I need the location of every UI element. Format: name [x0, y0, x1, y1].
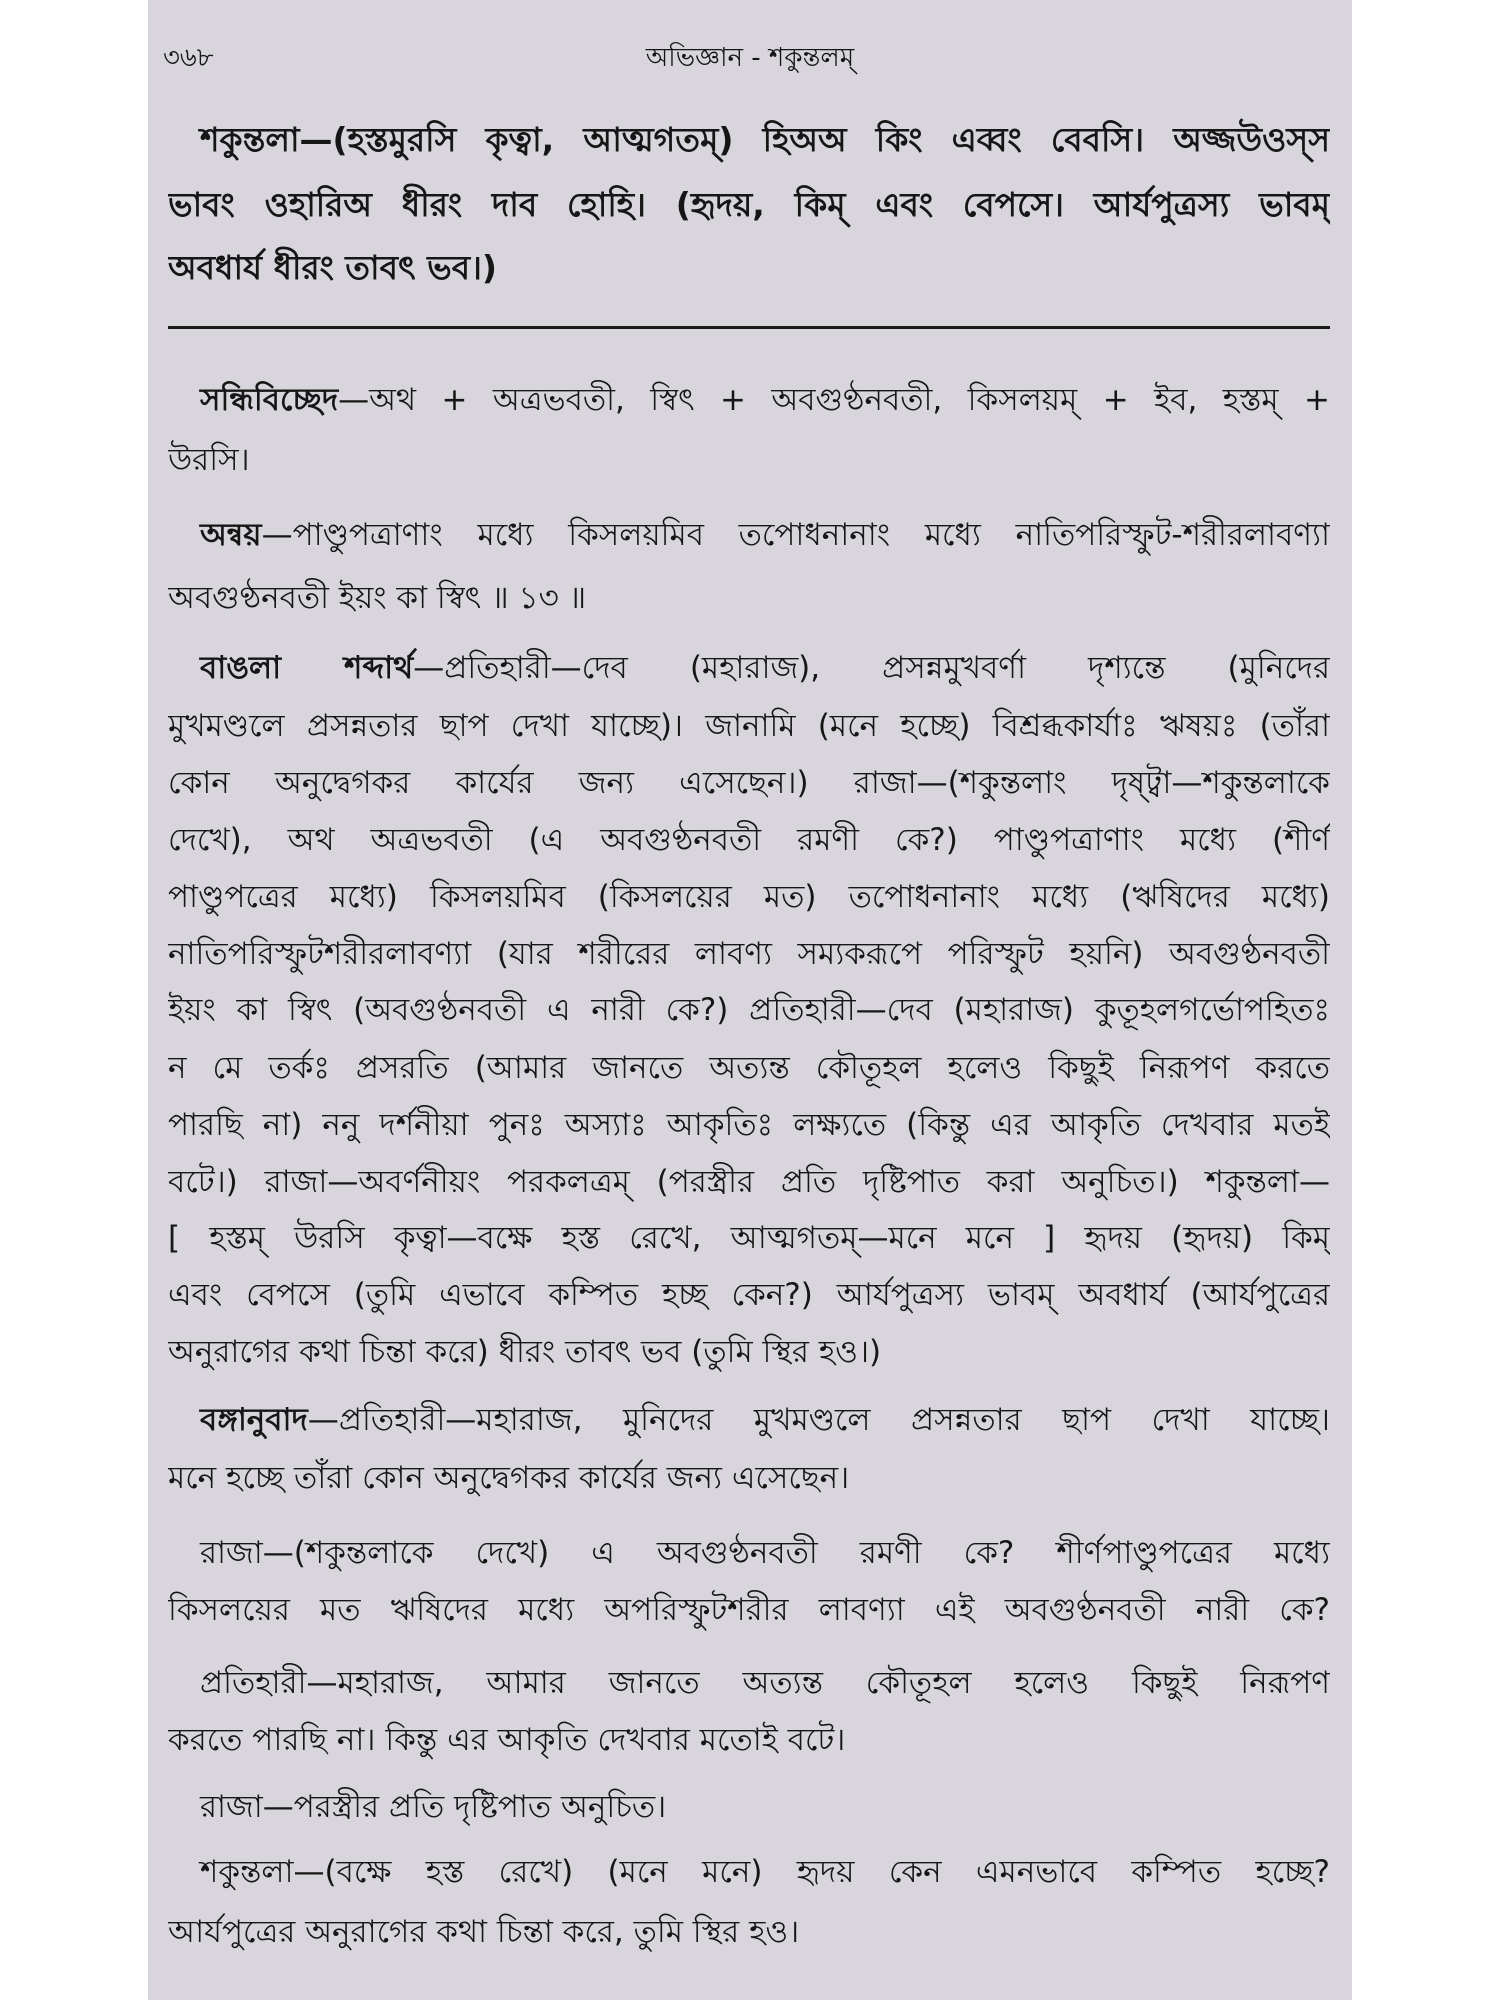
- verse-line: অবধার্য ধীরং তাবৎ ভব।): [168, 248, 497, 287]
- verse-line: ভাবং ওহারিঅ ধীরং দাব হোহি। (হৃদয়, কিম্ এবং বেপসে। আর্যপুত্রস্য ভাবম্: [168, 185, 1330, 224]
- translation-label: বঙ্গানুবাদ: [200, 1402, 308, 1438]
- word-meaning-line: নাতিপরিস্ফুটশরীরলাবণ্যা (যার শরীরের লাবণ্য সম্যকরূপে পরিস্ফুট হয়নি) অবগুণ্ঠনবতী: [168, 936, 1330, 972]
- word-meaning-text: —প্রতিহারী—দেব (মহারাজ), প্রসন্নমুখবর্ণা দৃশ্যন্তে (মুনিদের: [413, 650, 1330, 686]
- translation-line: [168, 1396, 1330, 1444]
- sandhi-label: সন্ধিবিচ্ছেদ: [200, 382, 339, 418]
- translation-line: শকুন্তলা—(বক্ষে হস্ত রেখে) (মনে মনে) হৃদয় কেন এমনভাবে কম্পিত হচ্ছে?: [200, 1854, 1330, 1890]
- page-number: ৩৬৮: [163, 43, 214, 73]
- anvaya-text: —পাণ্ডুপত্রাণাং মধ্যে কিসলয়মিব তপোধনানাং মধ্যে নাতিপরিস্ফুট-শরীরলাবণ্যা: [261, 517, 1330, 553]
- word-meaning-line: এবং বেপসে (তুমি এভাবে কম্পিত হচ্ছ কেন?) আর্যপুত্রস্য ভাবম্ অবধার্য (আর্যপুত্রের: [168, 1277, 1330, 1313]
- word-meaning-line: অনুরাগের কথা চিন্তা করে) ধীরং তাবৎ ভব (তুমি স্থির হও।): [168, 1334, 882, 1370]
- word-meaning-line: পাণ্ডুপত্রের মধ্যে) কিসলয়মিব (কিসলয়ের মত) তপোধনানাং মধ্যে (ঋষিদের মধ্যে): [168, 879, 1330, 915]
- anvaya-line: [168, 511, 1330, 559]
- translation-line: রাজা—(শকুন্তলাকে দেখে) এ অবগুণ্ঠনবতী রমণী কে? শীর্ণপাণ্ডুপত্রের মধ্যে: [200, 1535, 1330, 1571]
- verse-line: শকুন্তলা—(হস্তমুরসি কৃত্বা, আত্মগতম্) হিঅঅ কিং এব্বং বেবসি। অজ্জউওস্স: [200, 120, 1330, 159]
- translation-text: —প্রতিহারী—মহারাজ, মুনিদের মুখমণ্ডলে প্রসন্নতার ছাপ দেখা যাচ্ছে।: [307, 1402, 1330, 1438]
- section-divider: [168, 326, 1330, 329]
- word-meaning-line: ইয়ং কা স্বিৎ (অবগুণ্ঠনবতী এ নারী কে?) প্রতিহারী—দেব (মহারাজ) কুতূহলগর্ভোপহিতঃ: [168, 992, 1330, 1028]
- word-meaning-line: কোন অনুদ্বেগকর কার্যের জন্য এসেছেন।) রাজা—(শকুন্তলাং দৃষ্ট্বা—শকুন্তলাকে: [168, 765, 1330, 801]
- word-meaning-line: [ হস্তম্ উরসি কৃত্বা—বক্ষে হস্ত রেখে, আত্মগতম্—মনে মনে ] হৃদয় (হৃদয়) কিম্: [168, 1220, 1330, 1256]
- word-meaning-label: বাঙলা শব্দার্থ: [200, 650, 414, 686]
- word-meaning-line: ন মে তর্কঃ প্রসরতি (আমার জানতে অত্যন্ত কৌতূহল হলেও কিছুই নিরূপণ করতে: [168, 1050, 1330, 1086]
- translation-line: রাজা—পরস্ত্রীর প্রতি দৃষ্টিপাত অনুচিত।: [200, 1789, 667, 1825]
- translation-line: কিসলয়ের মত ঋষিদের মধ্যে অপরিস্ফুটশরীর লাবণ্যা এই অবগুণ্ঠনবতী নারী কে?: [168, 1592, 1330, 1628]
- sandhi-line: উরসি।: [168, 442, 250, 478]
- translation-line: করতে পারছি না। কিন্তু এর আকৃতি দেখবার মতোই বটে।: [168, 1722, 846, 1758]
- translation-line: আর্যপুত্রের অনুরাগের কথা চিন্তা করে, তুমি স্থির হও।: [168, 1914, 800, 1950]
- word-meaning-line: [168, 644, 1330, 692]
- word-meaning-line: মুখমণ্ডলে প্রসন্নতার ছাপ দেখা যাচ্ছে)। জানামি (মনে হচ্ছে) বিশ্রব্ধকার্যাঃ ঋষয়ঃ (তাঁরা: [168, 708, 1330, 744]
- anvaya-line: অবগুণ্ঠনবতী ইয়ং কা স্বিৎ ॥ ১৩ ॥: [168, 580, 587, 616]
- word-meaning-line: পারছি না) ননু দর্শনীয়া পুনঃ অস্যাঃ আকৃতিঃ লক্ষ্যতে (কিন্তু এর আকৃতি দেখবার মতই: [168, 1107, 1330, 1143]
- word-meaning-line: দেখে), অথ অত্রভবতী (এ অবগুণ্ঠনবতী রমণী কে?) পাণ্ডুপত্রাণাং মধ্যে (শীর্ণ: [168, 822, 1330, 858]
- anvaya-label: অন্বয়: [200, 517, 262, 553]
- sandhi-line: [168, 376, 1330, 424]
- running-title: অভিজ্ঞান - শকুন্তলম্: [645, 43, 855, 73]
- translation-line: প্রতিহারী—মহারাজ, আমার জানতে অত্যন্ত কৌতূহল হলেও কিছুই নিরূপণ: [200, 1665, 1330, 1701]
- translation-line: মনে হচ্ছে তাঁরা কোন অনুদ্বেগকর কার্যের জন্য এসেছেন।: [168, 1460, 850, 1496]
- word-meaning-line: বটে।) রাজা—অবর্ণনীয়ং পরকলত্রম্ (পরস্ত্রীর প্রতি দৃষ্টিপাত করা অনুচিত।) শকুন্তলা—: [168, 1164, 1330, 1200]
- sandhi-text: —অথ + অত্রভবতী, স্বিৎ + অবগুণ্ঠনবতী, কিসলয়ম্ + ইব, হস্তম্ +: [338, 382, 1330, 418]
